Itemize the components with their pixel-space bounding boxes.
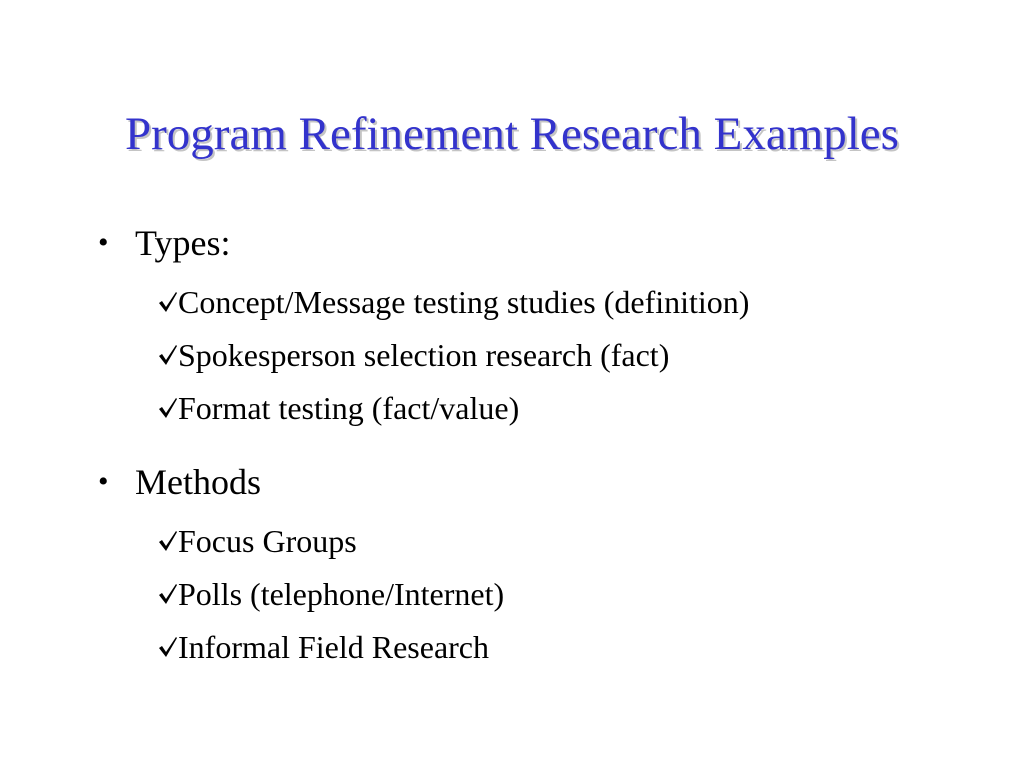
list-item-text: Informal Field Research bbox=[178, 629, 489, 665]
bullet-label: Methods bbox=[135, 462, 261, 502]
checkmark-icon bbox=[158, 529, 178, 553]
methods-sub-list bbox=[98, 515, 978, 674]
list-item-text: Polls (telephone/Internet) bbox=[178, 576, 505, 612]
list-item-text: Concept/Message testing studies (definition) bbox=[178, 284, 750, 320]
bullet-dot-icon: • bbox=[98, 465, 109, 498]
checkmark-icon bbox=[158, 635, 178, 659]
list-item-text: Focus Groups bbox=[178, 523, 357, 559]
checkmark-icon bbox=[158, 290, 178, 314]
bullet-list bbox=[98, 218, 978, 696]
types-sub-list bbox=[98, 276, 978, 435]
checkmark-icon bbox=[158, 343, 178, 367]
checkmark-icon bbox=[158, 396, 178, 420]
list-item bbox=[98, 515, 978, 568]
bullet-types bbox=[98, 218, 978, 268]
list-item-text: Spokesperson selection research (fact) bbox=[178, 337, 670, 373]
checkmark-icon bbox=[158, 582, 178, 606]
list-item bbox=[98, 329, 978, 382]
bullet-label: Types: bbox=[135, 223, 231, 263]
bullet-dot-icon: • bbox=[98, 226, 109, 259]
list-item bbox=[98, 382, 978, 435]
list-item-text: Format testing (fact/value) bbox=[178, 390, 520, 426]
slide-title: Program Refinement Research Examples bbox=[125, 108, 899, 160]
bullet-methods bbox=[98, 457, 978, 507]
list-item bbox=[98, 568, 978, 621]
list-item bbox=[98, 621, 978, 674]
list-item bbox=[98, 276, 978, 329]
